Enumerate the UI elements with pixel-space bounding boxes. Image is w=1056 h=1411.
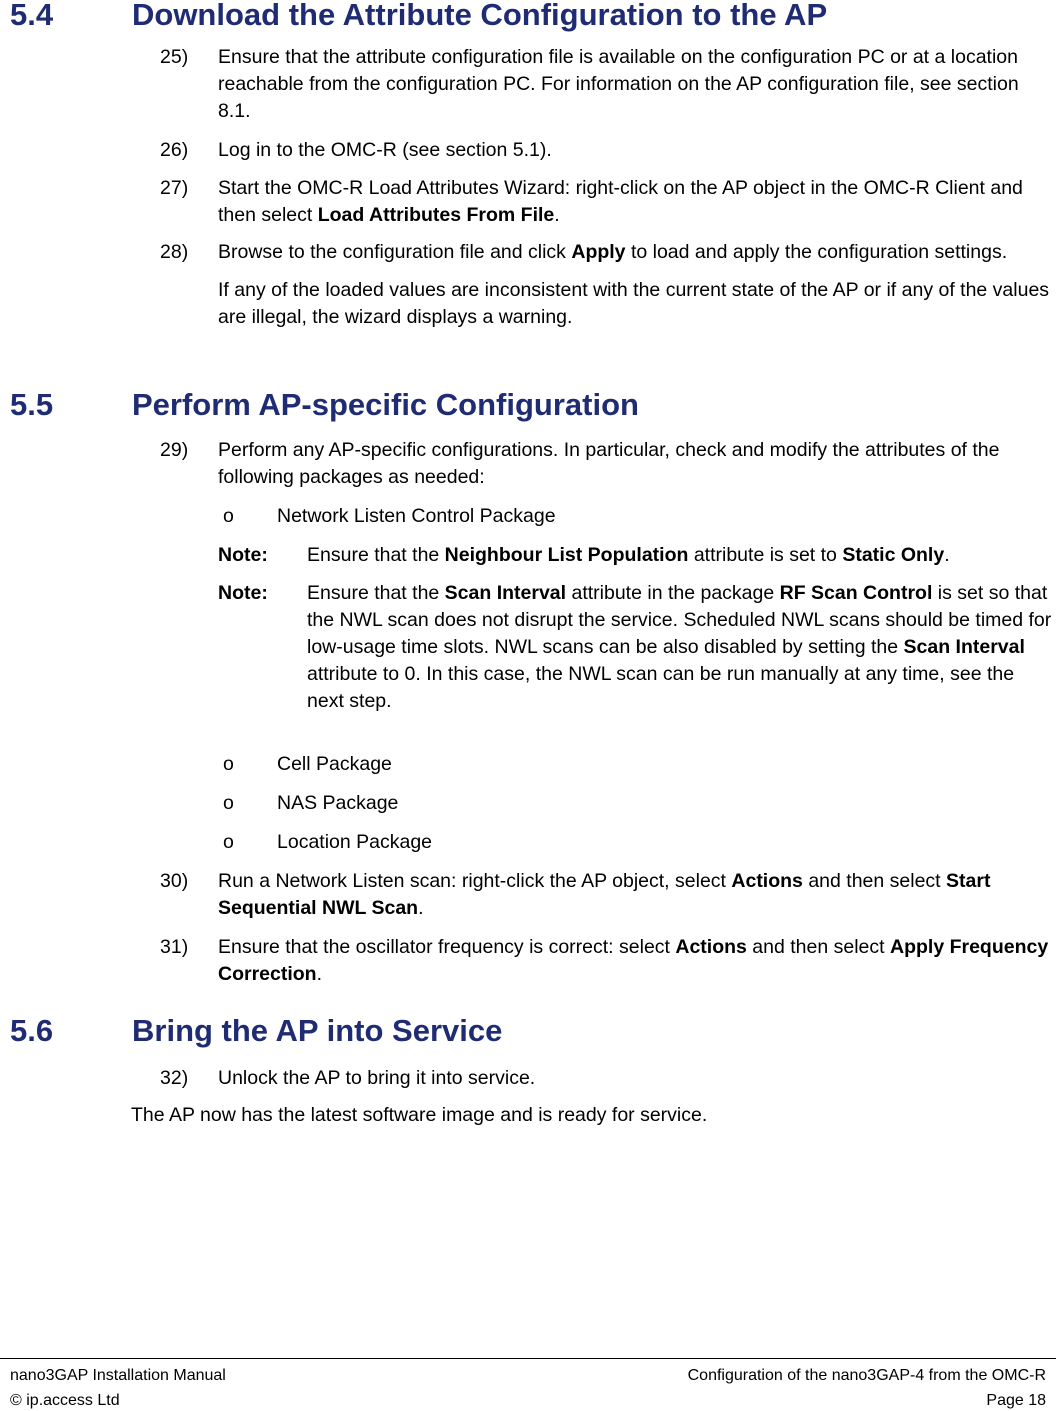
section-number: 5.5 [10,387,54,422]
footer-manual-title: nano3GAP Installation Manual [10,1367,226,1384]
list-item-text: Network Listen Control Package [277,505,556,527]
section-title: Bring the AP into Service [132,1013,503,1048]
section-heading-5-4 [10,0,827,33]
bullet-marker: o [223,505,234,527]
step-number: 30) [160,870,189,892]
note-1 [218,542,1053,569]
list-item-text: NAS Package [277,792,399,814]
note-label: Note: [218,544,268,566]
step-26 [160,137,1050,164]
section-title: Perform AP-specific Configuration [132,387,639,422]
ui-command: Load Attributes From File [317,204,555,226]
step-number: 32) [160,1067,189,1089]
ui-command: Apply [571,241,626,263]
section-heading-5-5 [10,387,639,423]
bullet-marker: o [223,753,234,775]
step-number: 31) [160,936,189,958]
bullet-marker: o [223,831,234,853]
step-text: Perform any AP-specific configurations. In particular, check and modify the attributes of the following packages as needed: [218,439,1000,488]
step-number: 26) [160,139,189,161]
footer-chapter-title: Configuration of the nano3GAP-4 from the OMC-R [687,1367,1046,1384]
step-text: Ensure that the attribute configuration file is available on the configuration PC or at a location reachable from the configuration PC. For information on the AP configuration file, see section 8.1. [218,46,1019,122]
bullet-marker: o [223,792,234,814]
step-extra-text: If any of the loaded values are inconsistent with the current state of the AP or if any of the values are illegal, the wizard displays a warning. [218,279,1050,328]
section-title: Download the Attribute Configuration to the AP [132,0,828,32]
footer-copyright: © ip.access Ltd [10,1392,120,1409]
step-text: Log in to the OMC-R (see section 5.1). [218,139,552,161]
step-31 [160,934,1050,988]
note-text: Ensure that the Neighbour List Population attribute is set to Static Only. [307,544,950,566]
step-29 [160,437,1050,491]
step-text: Ensure that the oscillator frequency is correct: select Actions and then select Apply Frequency Correction. [218,936,1049,985]
note-2 [218,580,1053,715]
step-text: Start the OMC-R Load Attributes Wizard: right-click on the AP object in the OMC-R Client and then select Load Attributes From File. [218,177,1023,226]
list-item [220,503,556,530]
step-30 [160,868,1050,922]
list-item [220,751,392,778]
step-text: Browse to the configuration file and click Apply to load and apply the configuration settings. [218,241,1008,263]
section-heading-5-6 [10,1013,502,1049]
step-number: 25) [160,46,189,68]
note-text: Ensure that the Scan Interval attribute in the package RF Scan Control is set so that the NWL scan does not disrupt the service. Scheduled NWL scans should be timed for low-usage time slots. NWL scans can be also disabled by setting the Scan Interval attribute to 0. In this case, the NWL scan can be run manually at any time, see the next step. [307,582,1052,712]
footer-divider [0,1358,1056,1359]
list-item [220,829,432,856]
step-25 [160,44,1050,125]
closing-paragraph: The AP now has the latest software image and is ready for service. [131,1104,708,1126]
list-item-text: Location Package [277,831,433,853]
list-item [220,790,398,817]
step-28 [160,239,1050,331]
step-number: 29) [160,439,189,461]
step-text: Unlock the AP to bring it into service. [218,1067,536,1089]
step-number: 27) [160,177,189,199]
section-number: 5.4 [10,0,54,32]
step-27 [160,175,1050,229]
step-32 [160,1065,1050,1092]
footer-page-number: Page 18 [986,1392,1046,1409]
step-number: 28) [160,241,189,263]
note-label: Note: [218,582,268,604]
section-number: 5.6 [10,1013,54,1048]
list-item-text: Cell Package [277,753,392,775]
step-text: Run a Network Listen scan: right-click the AP object, select Actions and then select Start Sequential NWL Scan. [218,870,991,919]
